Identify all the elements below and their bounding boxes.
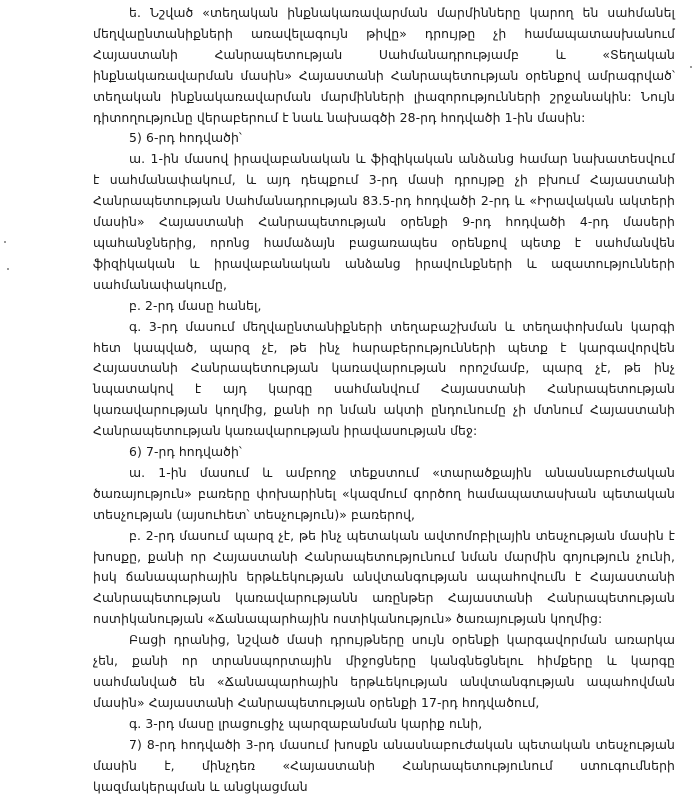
document-body xyxy=(93,3,675,797)
paragraph-7-article-8: 7) 8-րդ հոդվածի 3-րդ մասում խոսքն անասնաբուժական պետական տեսչության մասին է, մինչդեռ «Հայաստանի Հանրապետությունում ստուգումների կազմակերպման և անցկացման xyxy=(93,736,675,794)
paragraph-c-article-6-part-3: գ. 3-րդ մասում մեղվաընտանիքների տեղաբաշխման և տեղափոխման կարգի հետ կապված, պարզ չէ, թե ինչ հարաբերությունների պետք է կարգավորվեն Հայաստանի Հանրապետության կառավարության որոշմամբ, պարզ չէ, թե ինչ նպատակով է այդ կարգը սահմանվում Հայաստանի Հանրապետության կառավարության կողմից, քանի որ նման ակտի ընդունումը չի մտնում Հայաստանի Հանրապետության կառավարության իրավասության մեջ: xyxy=(93,318,675,439)
paragraph-e-local-self-government: ե. Նշված «տեղական ինքնակառավարման մարմինները կարող են սահմանել մեղվաընտանիքների առավելագույն թիվը» դրույթը չի համապատասխանում Հայաստանի Հանրապետության Սահմանադրությամբ և «Տեղական ինքնակառավարման մասին» Հայաստանի Հանրապետության օրենքով ամրագրված՝ տեղական ինքնակառավարման մարմինների լիազորությունների շրջանակին: Նույն դիտողությունը վերաբերում է նաև նախագծի 28-րդ հոդվածի 1-ին մասին: xyxy=(93,5,675,125)
section-heading-article-7: 6) 7-րդ հոդվածի՝ xyxy=(129,444,242,460)
scan-speck xyxy=(4,241,6,243)
paragraph-a-article-6-part-1: ա. 1-ին մասով իրավաբանական և ֆիզիկական անձանց համար նախատեսվում է սահմանափակում, և այդ դեպքում 3-րդ մասի դրույթը չի բխում Հայաստանի Հանրապետության Սահմանադրության 83.5-րդ հոդվածի 2-րդ և «Իրավական ակտերի մասին» Հայաստանի Հանրապետության օրենքի 9-րդ հոդվածի 4-րդ մասերի պահանջներից, որոնց համաձայն բացառապես օրենքով պետք է սահմանվեն ֆիզիկական և իրավաբանական անձանց իրավունքների և ազատությունների սահմանափակումը, xyxy=(93,151,675,292)
scan-speck xyxy=(7,268,9,270)
paragraph-c-article-7-part-3: գ. 3-րդ մասը լրացուցիչ պարզաբանման կարիք ունի, xyxy=(129,715,483,731)
paragraph-besides-article-7: Բացի դրանից, նշված մասի դրույթները սույն օրենքի կարգավորման առարկա չեն, քանի որ տրանսպորտային միջոցները կանգնեցնելու հիմքերը և կարգը սահմանված են «Ճանապարհային երթևեկության անվտանգության ապահովման մասին» Հայաստանի Հանրապետության օրենքի 17-րդ հոդվածում, xyxy=(93,632,675,710)
paragraph-b-article-6-part-2: բ. 2-րդ մասը հանել, xyxy=(129,297,262,313)
paragraph-b-article-7-part-2: բ. 2-րդ մասում պարզ չէ, թե ինչ պետական ավտոմոբիլային տեսչության մասին է խոսքը, քանի որ Հայաստանի Հանրապետությունում նման մարմին գոյություն չունի, իսկ ճանապարհային երթևեկության անվտանգության ապահովումն է Հայաստանի Հանրապետության կառավարությանն առընթեր Հայաստանի Հանրապետության ոստիկանության «Ճանապարհային ոստիկանություն» ծառայության կողմից: xyxy=(93,527,675,627)
section-heading-article-6: 5) 6-րդ հոդվածի՝ xyxy=(129,130,242,146)
paragraph-a-article-7-part-1: ա. 1-ին մասում և ամբողջ տեքստում «տարածքային անասնաբուժական ծառայություն» բառերը փոխարինել «կազմում գործող համապատասխան պետական տեսչության (այսուհետ՝ տեսչություն)» բառերով, xyxy=(93,464,675,522)
scan-speck xyxy=(690,66,692,68)
